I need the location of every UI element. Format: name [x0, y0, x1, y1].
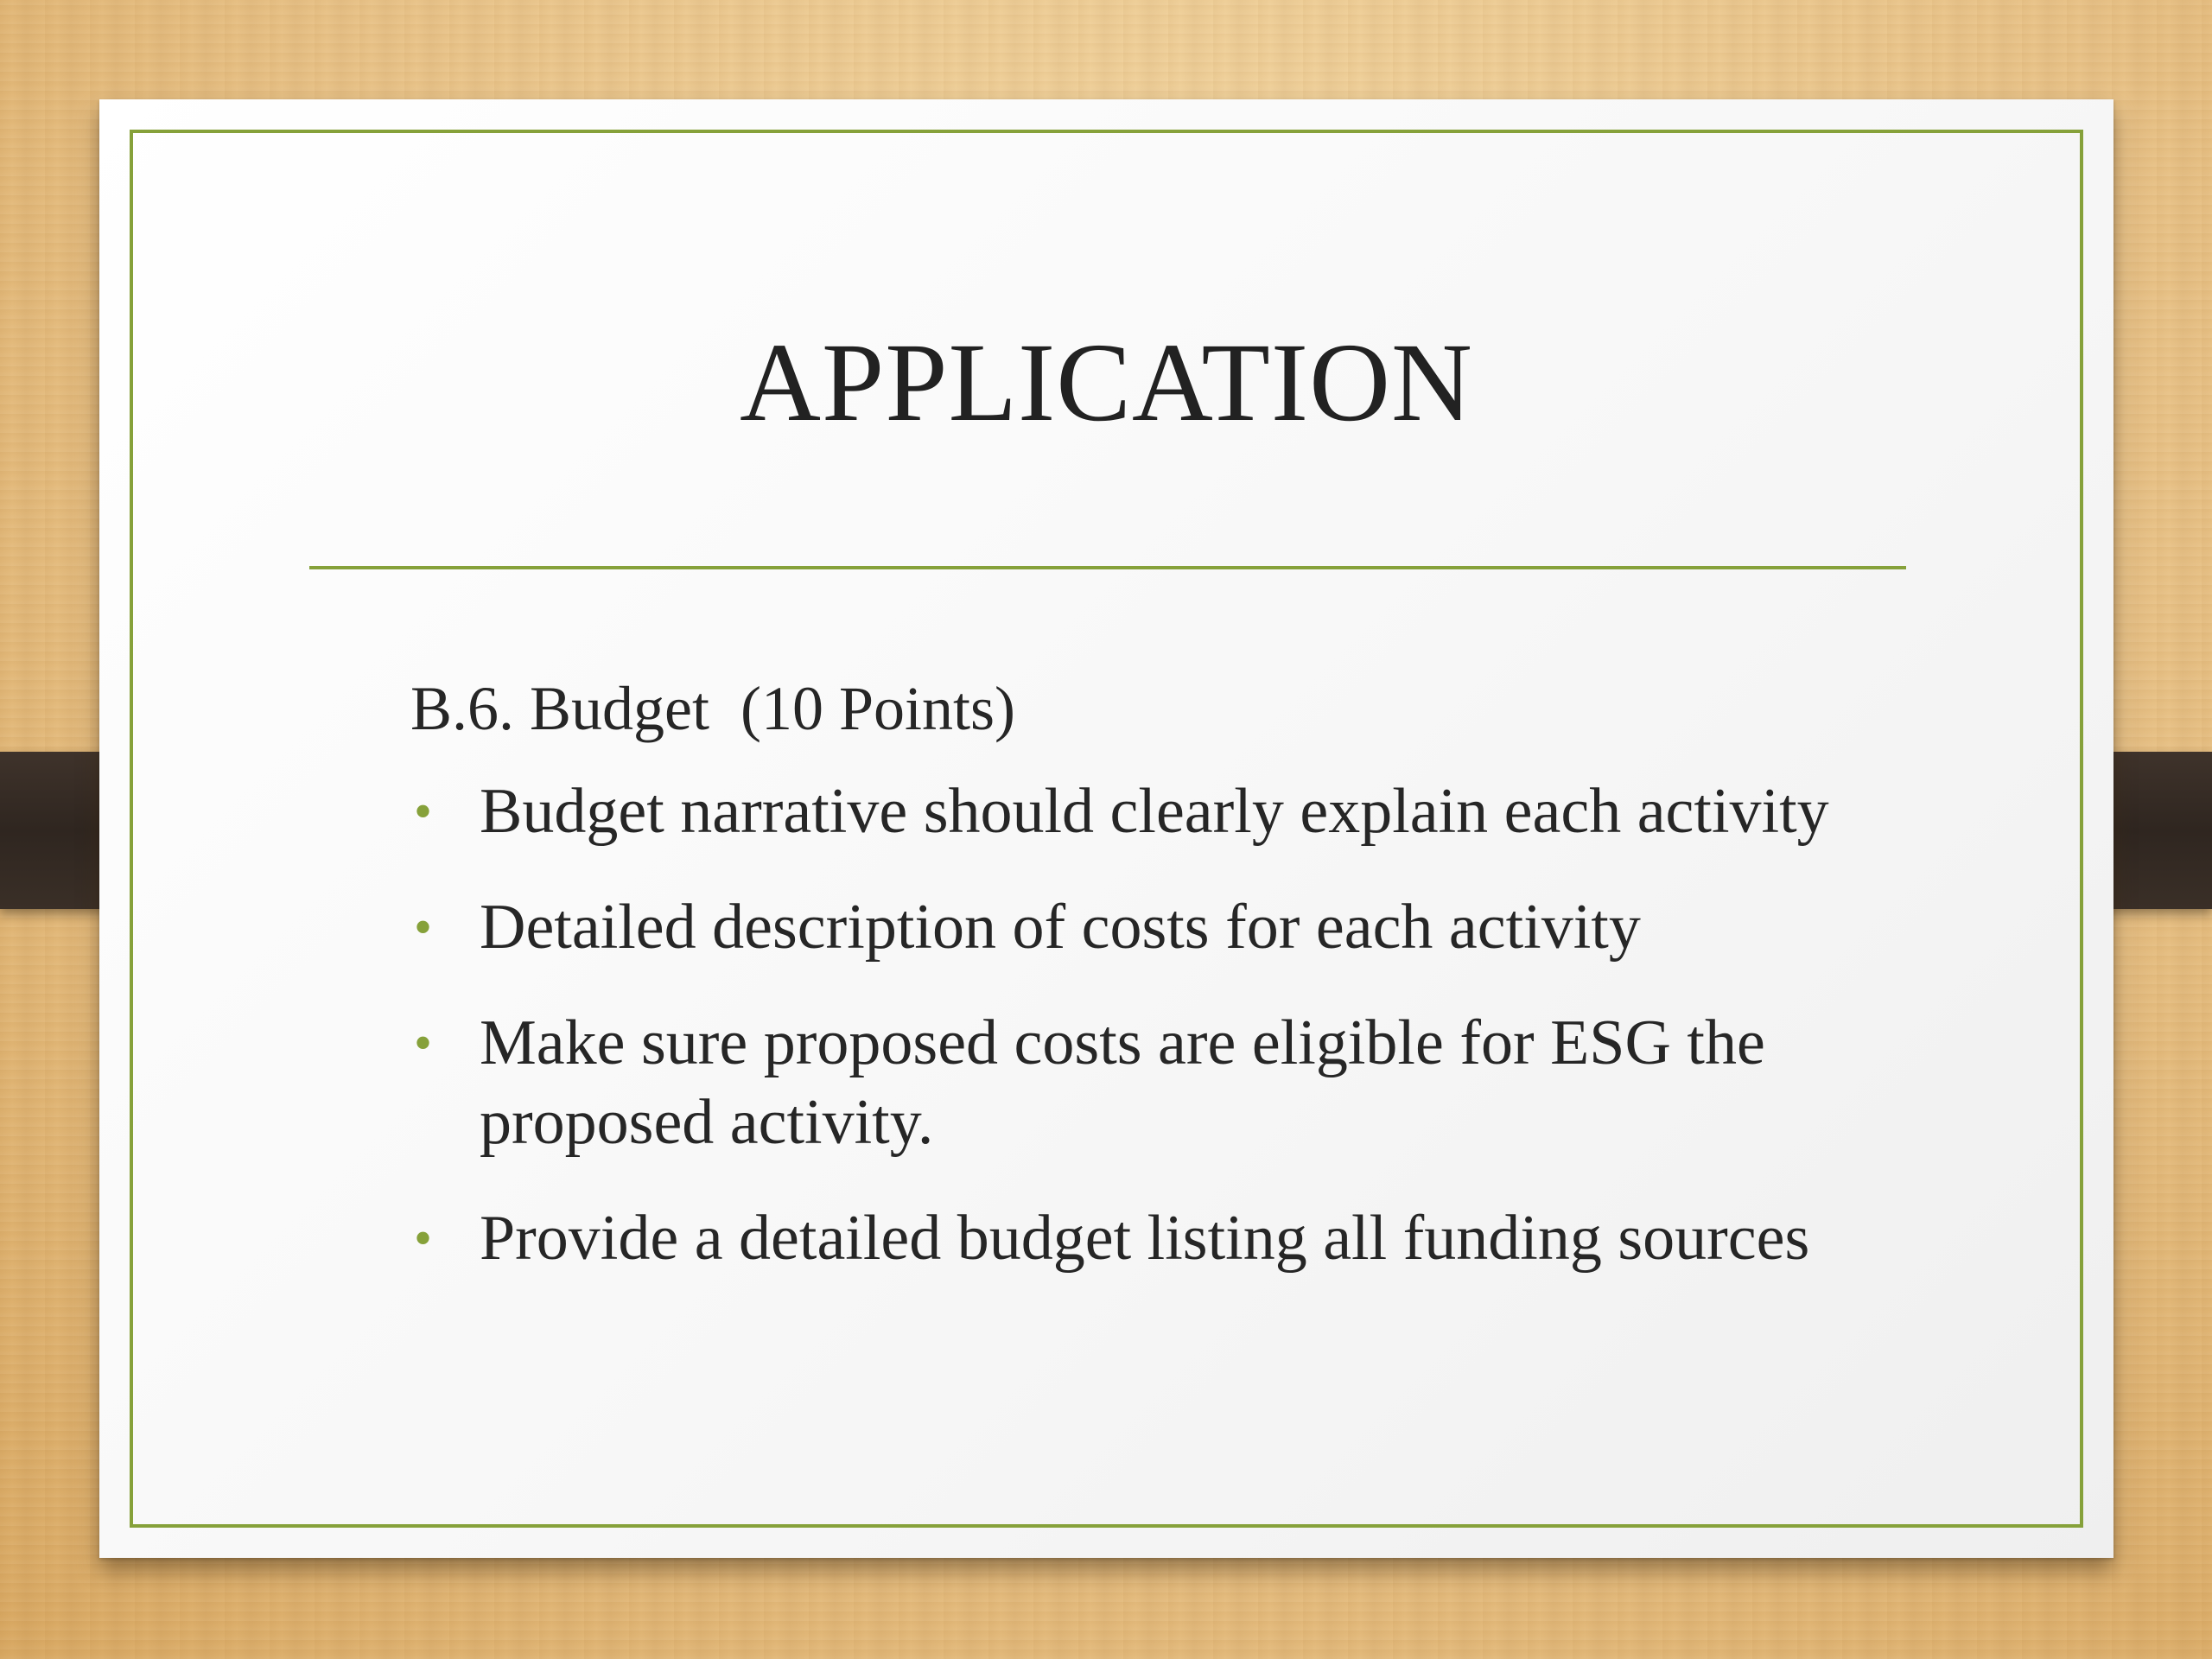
bullet-text: Provide a detailed budget listing all funding sources: [480, 1203, 1810, 1274]
slide-card: [99, 99, 2113, 1558]
bullet-dot-icon: •: [414, 1014, 433, 1071]
bullet-item: [410, 1003, 1879, 1162]
bullet-text: Detailed description of costs for each activity: [480, 892, 1641, 963]
slide-title: APPLICATION: [740, 321, 1473, 445]
bullet-item: [410, 887, 1879, 967]
bullet-dot-icon: •: [414, 783, 433, 840]
bullet-list: [410, 772, 1879, 1278]
bullet-dot-icon: •: [414, 1210, 433, 1267]
slide-body: [410, 670, 1879, 1314]
bullet-text: Budget narrative should clearly explain each activity: [480, 776, 1829, 847]
bullet-text: Make sure proposed costs are eligible for ESG the proposed activity.: [480, 1007, 1765, 1158]
bullet-dot-icon: •: [414, 899, 433, 956]
bullet-item: [410, 772, 1879, 851]
section-subheading: B.6. Budget (10 Points): [410, 674, 1016, 743]
title-divider: [309, 566, 1906, 569]
bullet-item: [410, 1198, 1879, 1278]
